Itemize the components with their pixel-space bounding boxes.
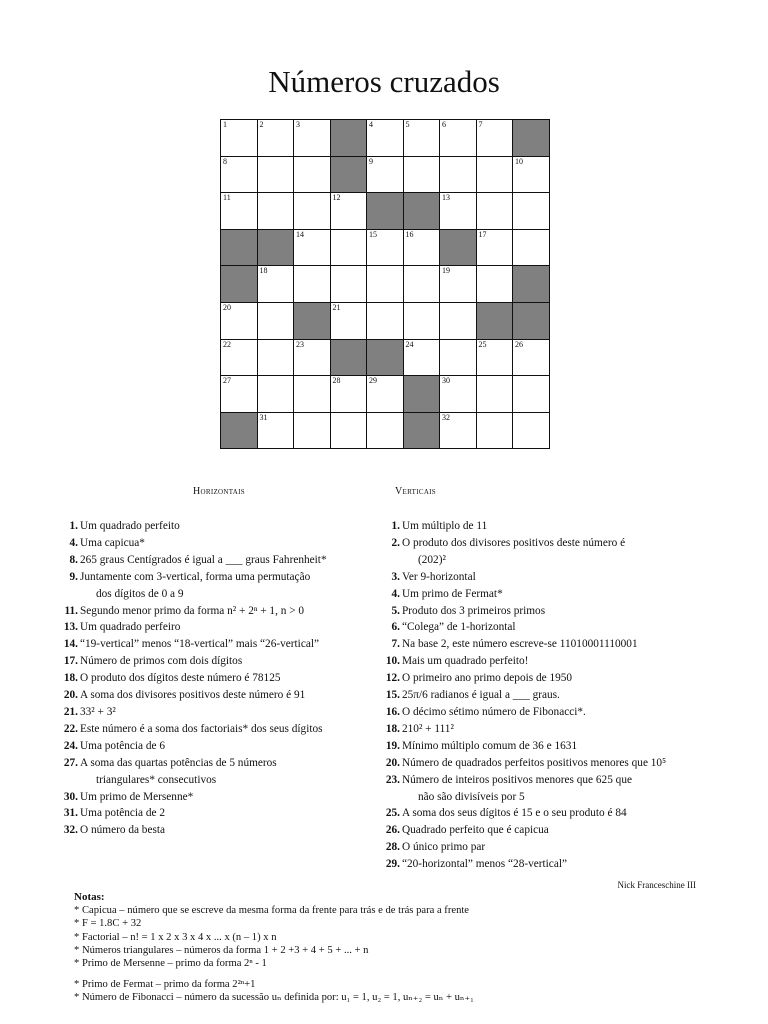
clue-item [53, 552, 327, 569]
crossword-grid [220, 119, 550, 449]
clue-text: Segundo menor primo da forma n² + 2ⁿ + 1, n > 0 [80, 604, 305, 617]
clue-item [375, 755, 666, 772]
clue-number: 8. [69, 553, 78, 566]
clue-item [53, 721, 327, 738]
grid-cell[interactable] [477, 193, 514, 230]
clue-item [53, 535, 327, 552]
clue-item [375, 518, 666, 535]
clue-number: 20. [385, 756, 400, 769]
clue-text: 25π/6 radianos é igual a ___ graus. [402, 689, 560, 702]
clue-number: 16. [385, 705, 400, 718]
grid-cell[interactable] [513, 376, 550, 413]
grid-cell[interactable] [404, 230, 441, 267]
clue-item [53, 822, 327, 839]
grid-cell[interactable] [367, 230, 404, 267]
grid-cell[interactable] [221, 193, 258, 230]
cell-number: 12 [332, 193, 341, 203]
clue-item [53, 789, 327, 806]
black-cell [513, 120, 550, 157]
cell-number: 2 [259, 120, 264, 129]
clue-text: “Colega” de 1-horizontal [402, 621, 516, 634]
clue-item [53, 805, 327, 822]
down-heading [395, 486, 436, 497]
clue-text: O número da besta [80, 824, 166, 837]
cell-number: 23 [296, 339, 304, 349]
notes-lines [74, 904, 474, 970]
clue-text: não são divisíveis por 5 [418, 790, 525, 803]
clue-text: A soma dos seus dígitos é 15 e o seu produto é 84 [402, 807, 627, 820]
clue-number: 31. [63, 807, 78, 820]
grid-cell[interactable] [221, 120, 258, 157]
clue-item [375, 603, 666, 620]
clue-text: Uma capicua* [80, 536, 145, 549]
grid-cell[interactable] [477, 230, 514, 267]
page-title: Números cruzados [268, 64, 500, 99]
grid-cell[interactable] [367, 266, 404, 303]
author-signature: Nick Franceschine III [617, 880, 696, 890]
cell-number: 25 [478, 339, 487, 349]
grid-cell[interactable] [477, 376, 514, 413]
clue-number: 9. [69, 570, 78, 583]
clue-number: 32. [63, 824, 78, 837]
black-cell [513, 266, 550, 303]
cell-number: 26 [515, 339, 523, 349]
black-cell [513, 303, 550, 340]
grid-cell[interactable] [258, 413, 295, 450]
cell-number: 18 [259, 266, 268, 276]
grid-cell[interactable] [258, 120, 295, 157]
notes-section [74, 891, 474, 1005]
clue-text: Número de inteiros positivos menores que 625 que [402, 773, 632, 786]
clue-number: 10. [385, 655, 400, 668]
cell-number: 30 [442, 376, 450, 386]
clue-item [53, 518, 327, 535]
cell-number: 9 [369, 156, 373, 166]
clue-text: Ver 9-horizontal [402, 570, 476, 583]
grid-cell[interactable] [477, 413, 514, 450]
clue-text: “20-horizontal” menos “28-vertical” [402, 858, 567, 871]
grid-cell[interactable] [477, 266, 514, 303]
cell-number: 4 [369, 120, 373, 129]
clue-text: A soma dos divisores positivos deste número é 91 [80, 689, 306, 702]
clue-item [375, 772, 666, 789]
grid-cell[interactable] [331, 376, 368, 413]
clue-text: Na base 2, este número escreve-se 11010001110001 [402, 638, 638, 651]
grid-cell[interactable] [440, 120, 477, 157]
clue-item [53, 704, 327, 721]
grid-cell[interactable] [258, 193, 295, 230]
clue-text: Juntamente com 3-vertical, forma uma permutação [80, 570, 311, 583]
cell-number: 15 [369, 229, 377, 239]
clue-item [53, 569, 327, 586]
grid-cell[interactable] [221, 340, 258, 377]
cell-number: 19 [442, 266, 450, 276]
clue-number: 3. [391, 570, 400, 583]
grid-cell[interactable] [294, 193, 331, 230]
clue-item [53, 603, 327, 620]
black-cell [404, 376, 441, 413]
black-cell [404, 413, 441, 450]
grid-cell[interactable] [513, 340, 550, 377]
clue-item [375, 839, 666, 856]
clue-number: 25. [385, 807, 400, 820]
clue-text: Uma potência de 6 [80, 739, 166, 752]
grid-cell[interactable] [367, 376, 404, 413]
cell-number: 20 [223, 302, 231, 312]
grid-cell[interactable] [440, 193, 477, 230]
black-cell [331, 120, 368, 157]
clue-item [53, 755, 327, 772]
down-clue-list [375, 518, 666, 873]
cell-number: 22 [223, 339, 231, 349]
grid-cell[interactable] [294, 266, 331, 303]
clue-item [375, 704, 666, 721]
clue-number: 23. [385, 773, 400, 786]
cell-number: 21 [332, 302, 341, 312]
grid-cell[interactable] [440, 266, 477, 303]
grid-cell[interactable] [331, 303, 368, 340]
clue-text: “19-vertical” menos “18-vertical” mais “26-vertical” [80, 638, 319, 651]
grid-cell[interactable] [331, 413, 368, 450]
cell-number: 17 [478, 229, 487, 239]
clue-number: 11. [64, 604, 78, 617]
grid-cell[interactable] [477, 157, 514, 194]
cell-number: 11 [223, 193, 231, 203]
grid-cell[interactable] [440, 376, 477, 413]
clue-number: 5. [391, 604, 400, 617]
clue-number: 22. [63, 722, 78, 735]
note-line: * Primo de Fermat – primo da forma 2²ⁿ+1 [74, 979, 256, 991]
cell-number: 24 [405, 339, 414, 349]
cell-number: 28 [332, 376, 341, 386]
clue-text: Número de quadrados perfeitos positivos menores que 10⁵ [402, 756, 667, 769]
clue-text: Um primo de Mersenne* [80, 790, 194, 803]
clue-number: 2. [391, 536, 400, 549]
clue-number: 18. [385, 722, 400, 735]
clue-item [375, 856, 666, 873]
clue-item [53, 619, 327, 636]
grid-cell[interactable] [440, 303, 477, 340]
clue-item [375, 619, 666, 636]
black-cell [477, 303, 514, 340]
grid-cell[interactable] [294, 413, 331, 450]
grid-cell[interactable] [294, 376, 331, 413]
grid-cell[interactable] [258, 340, 295, 377]
grid-cell[interactable] [404, 266, 441, 303]
down-heading-text: Verticais [395, 486, 437, 497]
clue-item [375, 569, 666, 586]
black-cell [367, 193, 404, 230]
cell-number: 32 [442, 412, 450, 422]
grid-cell[interactable] [367, 120, 404, 157]
clue-text: O único primo par [402, 841, 486, 854]
black-cell [221, 230, 258, 267]
grid-cell[interactable] [258, 266, 295, 303]
note-line: * F = 1.8C + 32 [74, 918, 142, 930]
grid-cell[interactable] [404, 303, 441, 340]
cell-number: 13 [442, 193, 450, 203]
clue-number: 27. [63, 756, 78, 769]
clue-text: Um primo de Fermat* [402, 587, 503, 600]
clue-number: 4. [391, 587, 400, 600]
clue-text: Mínimo múltiplo comum de 36 e 1631 [402, 739, 578, 752]
clue-text: Produto dos 3 primeiros primos [402, 604, 546, 617]
clue-text: Um múltiplo de 11 [402, 520, 488, 532]
clue-item [53, 586, 327, 603]
clue-item [375, 586, 666, 603]
notes-lines-secondary [74, 978, 474, 1004]
clue-number: 1. [391, 520, 400, 532]
black-cell [367, 340, 404, 377]
grid-cell[interactable] [331, 266, 368, 303]
black-cell [331, 340, 368, 377]
grid-cell[interactable] [440, 340, 477, 377]
cell-number: 5 [405, 120, 410, 129]
clue-text: Um quadrado perfeiro [80, 621, 181, 634]
clue-number: 12. [385, 672, 400, 685]
cell-number: 6 [442, 120, 446, 129]
clue-item [375, 670, 666, 687]
black-cell [404, 193, 441, 230]
clue-number: 29. [385, 858, 400, 871]
clue-text: Este número é a soma dos factoriais* dos seus dígitos [80, 722, 323, 735]
grid-cell[interactable] [331, 230, 368, 267]
clue-number: 24. [63, 739, 78, 752]
black-cell [331, 157, 368, 194]
grid-cell[interactable] [294, 340, 331, 377]
cell-number: 14 [296, 229, 304, 239]
grid-cell[interactable] [221, 303, 258, 340]
clue-text: A soma das quartas potências de 5 números [80, 756, 277, 769]
across-heading-text: Horizontais [193, 486, 245, 497]
clue-number: 18. [63, 672, 78, 685]
clue-number: 30. [63, 790, 78, 803]
black-cell [440, 230, 477, 267]
clue-item [53, 653, 327, 670]
clue-text: O décimo sétimo número de Fibonacci*. [402, 705, 586, 718]
clue-text: dos dígitos de 0 a 9 [96, 587, 184, 600]
grid-cell[interactable] [294, 120, 331, 157]
clue-number: 17. [63, 655, 78, 668]
grid-cell[interactable] [331, 193, 368, 230]
clue-number: 6. [391, 621, 400, 634]
clue-text: triangulares* consecutivos [96, 773, 217, 786]
notes-heading: Notas: [74, 891, 105, 903]
cell-number: 7 [478, 120, 483, 129]
clue-text: O produto dos divisores positivos deste número é [402, 536, 626, 549]
clue-number: 1. [69, 520, 78, 532]
clue-item [53, 670, 327, 687]
clue-number: 7. [391, 638, 400, 651]
cell-number: 27 [223, 376, 231, 386]
black-cell [221, 413, 258, 450]
note-line: * Factorial – n! = 1 x 2 x 3 x 4 x ... x (n – 1) x n [74, 931, 277, 943]
clue-text: O produto dos dígitos deste número é 78125 [80, 672, 281, 685]
grid-cell[interactable] [367, 157, 404, 194]
grid-cell[interactable] [294, 157, 331, 194]
grid-cell[interactable] [294, 230, 331, 267]
clue-number: 15. [385, 689, 400, 702]
note-line: * Números triangulares – números da forma 1 + 2 +3 + 4 + 5 + ... + n [74, 944, 369, 956]
clue-text: Um quadrado perfeito [80, 520, 180, 532]
black-cell [221, 266, 258, 303]
clue-item [53, 772, 327, 789]
clue-number: 26. [385, 824, 400, 837]
grid-cell[interactable] [367, 303, 404, 340]
clue-item [375, 822, 666, 839]
clue-text: Uma potência de 2 [80, 807, 166, 820]
cell-number: 3 [296, 120, 300, 129]
grid-cell[interactable] [513, 157, 550, 194]
clue-number: 4. [69, 536, 78, 549]
note-line: * Capicua – número que se escreve da mesma forma da frente para trás e de trás para a frente [74, 905, 470, 917]
cell-number: 31 [259, 412, 268, 422]
clue-item [375, 636, 666, 653]
grid-cell[interactable] [404, 157, 441, 194]
clue-item [53, 687, 327, 704]
clue-number: 28. [385, 841, 400, 854]
clue-item [375, 687, 666, 704]
grid-cell[interactable] [513, 193, 550, 230]
clue-item [375, 721, 666, 738]
cell-number: 8 [223, 156, 227, 166]
clue-item [375, 789, 666, 806]
grid-cell[interactable] [221, 157, 258, 194]
clue-number: 21. [63, 705, 78, 718]
grid-cell[interactable] [367, 413, 404, 450]
grid-cell[interactable] [513, 413, 550, 450]
clue-number: 20. [63, 689, 78, 702]
cell-number: 1 [223, 120, 227, 129]
clue-text: 33² + 3² [80, 705, 116, 718]
clue-text: 210² + 111² [402, 722, 454, 735]
cell-number: 16 [405, 229, 414, 239]
across-heading [193, 486, 245, 497]
clue-item [375, 738, 666, 755]
grid-cell[interactable] [258, 376, 295, 413]
cell-number: 29 [369, 376, 377, 386]
grid-cell[interactable] [404, 340, 441, 377]
cell-number: 10 [515, 156, 523, 166]
grid-cell[interactable] [404, 120, 441, 157]
grid-cell[interactable] [440, 157, 477, 194]
note-line: * Número de Fibonacci – número da sucessão uₙ definida por: u₁ = 1, u₂ = 1, uₙ₊₂ = uₙ + uₙ₊₁ [74, 992, 474, 1004]
grid-cell[interactable] [440, 413, 477, 450]
clue-text: Quadrado perfeito que é capicua [402, 824, 549, 837]
clue-text: Número de primos com dois dígitos [80, 655, 243, 668]
clue-text: (202)² [418, 553, 446, 566]
grid-cell[interactable] [513, 230, 550, 267]
clue-text: 265 graus Centígrados é igual a ___ graus Fahrenheit* [80, 553, 327, 566]
clue-item [375, 535, 666, 552]
clue-text: O primeiro ano primo depois de 1950 [402, 672, 573, 685]
clue-number: 13. [63, 621, 78, 634]
clue-number: 19. [385, 739, 400, 752]
grid-cell[interactable] [258, 303, 295, 340]
clue-number: 14. [63, 638, 78, 651]
clue-item [53, 636, 327, 653]
note-line: * Primo de Mersenne – primo da forma 2ⁿ - 1 [74, 958, 267, 970]
clue-item [375, 653, 666, 670]
clue-item [53, 738, 327, 755]
black-cell [258, 230, 295, 267]
grid-cell[interactable] [477, 340, 514, 377]
clue-text: Mais um quadrado perfeito! [402, 655, 529, 668]
grid-cell[interactable] [258, 157, 295, 194]
grid-cell[interactable] [477, 120, 514, 157]
clue-item [375, 552, 666, 569]
black-cell [294, 303, 331, 340]
clue-item [375, 805, 666, 822]
across-clue-list [53, 518, 327, 839]
grid-cell[interactable] [221, 376, 258, 413]
